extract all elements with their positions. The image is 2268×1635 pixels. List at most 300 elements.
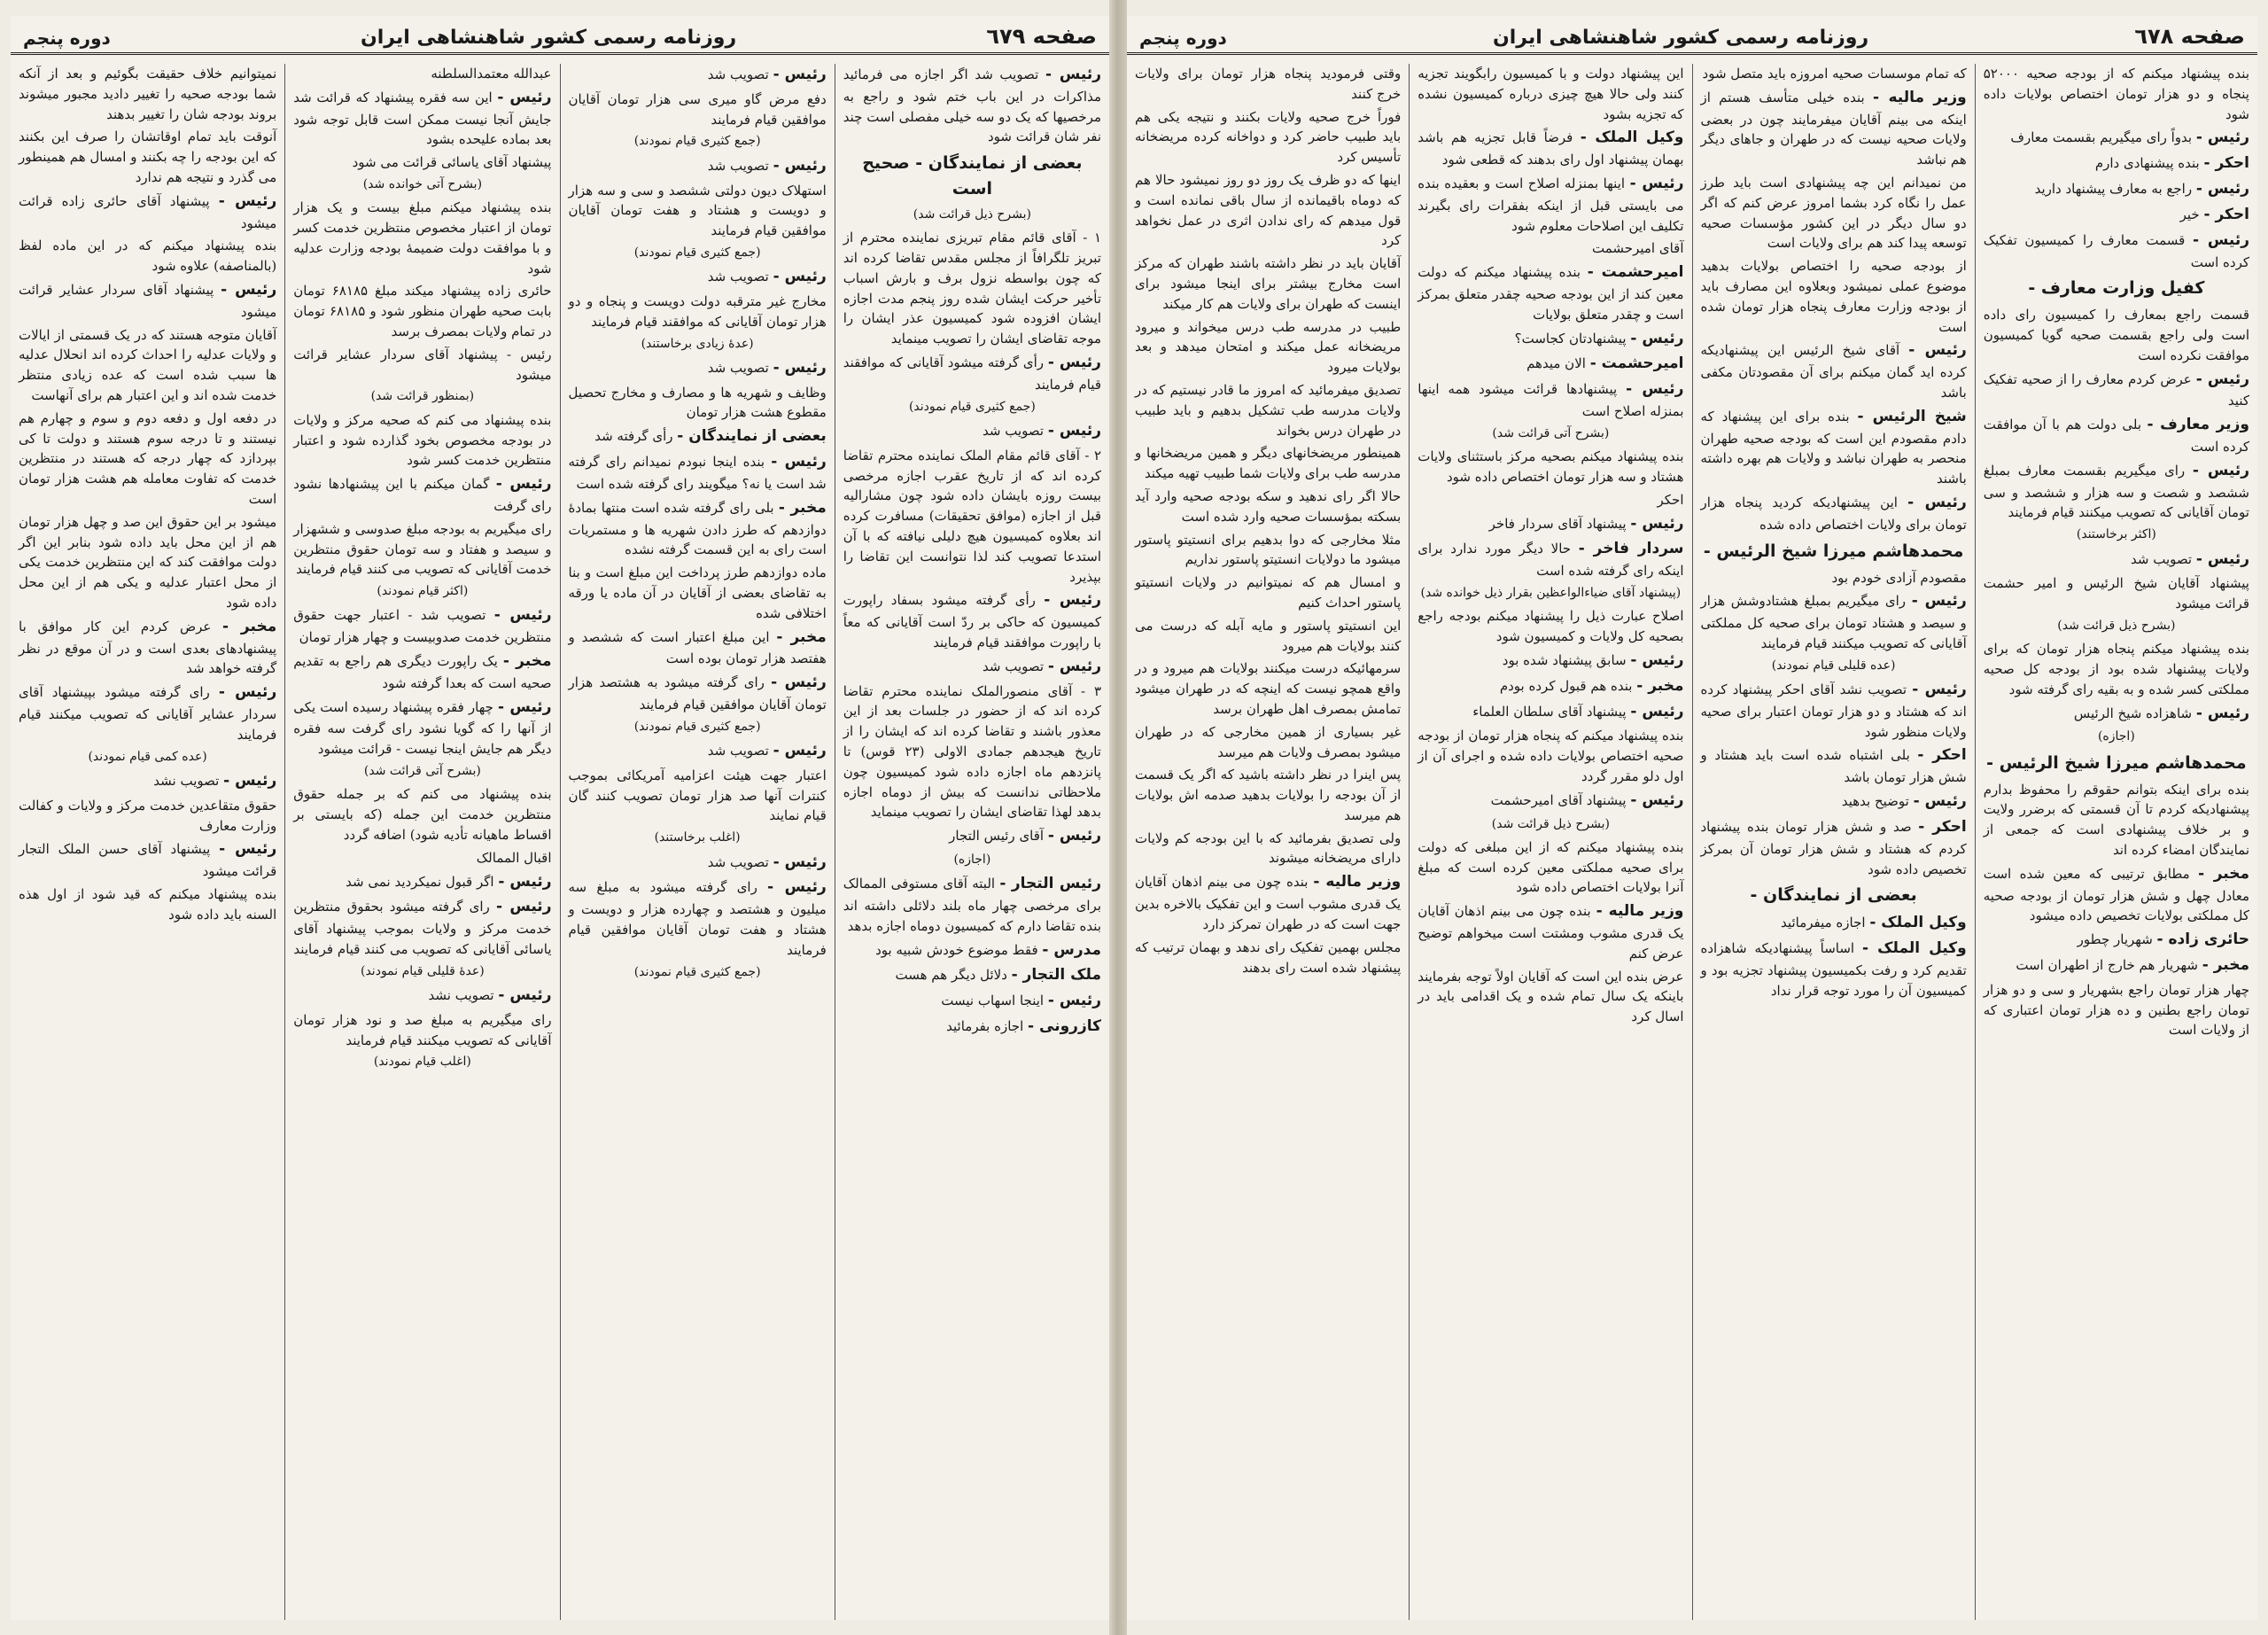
paragraph-text: این پیشنهاد دولت و با کمیسیون رابگویند تجزیه کنند ولی حالا هیچ چیزی درباره کمیسیون نشده که تجزیه بشود xyxy=(1418,66,1684,122)
transcript-paragraph xyxy=(19,236,276,276)
transcript-paragraph xyxy=(1418,900,1683,963)
left-page xyxy=(11,16,1109,1620)
procedural-note: (عده قلیلی قیام نمودند) xyxy=(1771,658,1896,673)
paragraph-text: رای گرفته میشود به مبلغ سه میلیون و هشتصد و چهارده هزار و دویست و هشتاد و هفت تومان آقایان موافقین قیام فرمایند xyxy=(568,879,827,958)
transcript-paragraph xyxy=(1418,675,1683,698)
transcript-paragraph xyxy=(1984,780,2249,860)
text-column xyxy=(1127,64,1409,1620)
paragraph-text: مجلس بهمین تفکیک رای ندهد و بهمان ترتیب که پیشنهاد شده است رای بدهند xyxy=(1135,938,1402,976)
right-page-number: صفحه ٦٧٨ xyxy=(2134,24,2245,49)
transcript-paragraph xyxy=(569,497,827,560)
paragraph-text: همینطور مریضخانهای دیگر و همین مریضخانها و مدرسه طب برای ولایات شما طبیب تهیه میکند xyxy=(1135,445,1402,482)
transcript-paragraph xyxy=(1984,929,2249,952)
text-column xyxy=(1409,64,1691,1620)
transcript-paragraph xyxy=(293,281,551,341)
transcript-paragraph xyxy=(569,451,827,494)
speaker-name: رئیس - xyxy=(495,475,552,494)
paragraph-text: توضیح بدهید xyxy=(1841,793,1909,810)
paragraph-text: احکر xyxy=(1657,491,1684,508)
transcript-paragraph xyxy=(569,383,827,424)
transcript-paragraph xyxy=(1418,64,1683,124)
speaker-name: رئیس - xyxy=(1047,354,1101,372)
transcript-paragraph xyxy=(569,181,827,241)
paragraph-text: رای گرفته میشود بحقوق منتظرین خدمت مرکز و ولایات بموجب پیشنهاد آقای یاسائی آقایانی که تصویب می کنند قیام فرمایند xyxy=(293,899,552,957)
paragraph-text: تصویب نشد آقای احکر پیشنهاد کرده اند که هشتاد و دو هزار تومان اعتبار برای صحیه ولایات منظور شود xyxy=(1700,681,1967,740)
paragraph-text: وقتی فرمودید پنجاه هزار تومان برای ولایات خرج کنند xyxy=(1135,66,1402,102)
transcript-paragraph xyxy=(19,409,276,510)
transcript-paragraph xyxy=(1701,790,1967,814)
paragraph-text: تصویب شد xyxy=(707,359,769,376)
transcript-paragraph xyxy=(19,681,276,744)
transcript-paragraph xyxy=(1418,967,1683,1027)
procedural-note: (اکثر برخاستند) xyxy=(2076,527,2156,542)
transcript-paragraph xyxy=(19,64,276,124)
paragraph-text: رای میگیریم بمبلغ هشتادوشش هزار و سیصد و هشتاد تومان برای صحیه کل مملکتی آقایانی که تصویب میکنند قیام فرمایند xyxy=(1700,593,1967,651)
paragraph-text: بلی اشتباه شده است باید هشتاد و شش هزار تومان باشد xyxy=(1700,747,1967,786)
speaker-name: رئیس - xyxy=(771,673,827,692)
transcript-paragraph xyxy=(1984,178,2249,201)
transcript-paragraph xyxy=(569,90,827,130)
paragraph-text: بلی دولت هم با آن موافقت کرده است xyxy=(1983,417,2249,455)
speaker-name: وزیر مالیه - xyxy=(1596,902,1684,921)
paragraph-text: راجع به معارف پیشنهاد دارید xyxy=(2034,181,2193,198)
transcript-paragraph xyxy=(1418,127,1683,170)
transcript-paragraph xyxy=(1984,460,2249,523)
transcript-paragraph xyxy=(1701,912,1967,935)
transcript-paragraph xyxy=(1701,406,1967,489)
procedural-note: (عدهٔ زیادی برخاستند) xyxy=(641,336,754,351)
transcript-paragraph xyxy=(1135,64,1401,105)
paragraph-text: تصدیق میفرمائید که امروز ما قادر نیستیم که در ولایات مدرسه طب تشکیل بدهیم و باید طبیب در طهران درس بخواند xyxy=(1135,381,1402,439)
speaker-name: احکر - xyxy=(1918,817,1967,836)
speaker-subhead: کفیل وزارت معارف - xyxy=(2028,278,2205,299)
speaker-name: وکیل الملک - xyxy=(1862,939,1967,958)
transcript-paragraph xyxy=(19,616,276,679)
transcript-paragraph xyxy=(1984,127,2249,150)
speaker-name: مخبر - xyxy=(502,652,552,671)
paragraph-text: آقایان متوجه هستند که در یک قسمتی از ایالات و ولایات عدلیه را احداث کرده اند انحلال عدلیه ها سبب شده است که عده زیادی منتظر خدمت شده اند و این اعتبار هم برای آنهاست xyxy=(19,326,277,404)
transcript-paragraph xyxy=(293,410,551,471)
transcript-paragraph xyxy=(1418,606,1683,647)
speaker-name: رئیس - xyxy=(773,853,827,871)
paragraph-text: پیشنهاد آقایان شیخ الرئیس و امیر حشمت قرائت میشود xyxy=(1983,575,2249,612)
transcript-paragraph xyxy=(1135,722,1401,763)
transcript-paragraph xyxy=(293,473,551,517)
speaker-name: رئیس - xyxy=(1047,992,1101,1010)
speaker-name: سردار فاخر - xyxy=(1578,540,1684,558)
procedural-note: (اغلب قیام نمودند) xyxy=(373,1055,471,1070)
transcript-paragraph xyxy=(569,292,827,332)
transcript-paragraph xyxy=(569,425,827,448)
transcript-paragraph xyxy=(293,848,551,868)
transcript-paragraph xyxy=(293,697,551,759)
paragraph-text: بنده پیشنهاد میکنم که قید شود از اول هذه السنه باید داده شود xyxy=(19,885,277,923)
speaker-name: رئیس - xyxy=(498,697,552,716)
speaker-name: رئیس - xyxy=(1913,792,1967,811)
transcript-paragraph xyxy=(1701,64,1967,84)
speaker-name: وکیل الملک - xyxy=(1869,914,1967,932)
transcript-paragraph xyxy=(569,155,827,178)
transcript-paragraph xyxy=(1418,328,1683,351)
procedural-note: (بشرح ذیل قرائت شد) xyxy=(1491,816,1610,831)
transcript-paragraph xyxy=(1984,414,2249,457)
transcript-paragraph xyxy=(1135,871,1401,934)
transcript-paragraph xyxy=(293,198,551,278)
left-page-title: روزنامه رسمی کشور شاهنشاهی ایران xyxy=(360,27,737,49)
paragraph-text: اجازه میفرمائید xyxy=(1781,915,1866,931)
paragraph-text: تصویب شد xyxy=(707,66,769,82)
transcript-paragraph xyxy=(1984,230,2249,273)
paragraph-text: بنده پیشنهاد میکنم که دولت معین کند از این بودجه صحیه چقدر متعلق بمرکز است و چقدر متعلق بولایات xyxy=(1418,264,1684,323)
paragraph-text: طبیب در مدرسه طب درس میخواند و میرود مریضخانه عمل میکند و امتحان میدهد و بعد بولایات میرود xyxy=(1135,318,1402,376)
paragraph-text: فوراً خرج صحیه ولایات بکنند و نتیجه یکی هم باید طبیب حاضر کرد و دواخانه کرده مریضخانه تأسیس کرد xyxy=(1135,108,1402,166)
paragraph-text: اصلاح عبارت ذیل را پیشنهاد میکنم بودجه راجع بصحیه کل ولایات و کمیسیون شود xyxy=(1418,608,1684,645)
speaker-name: وزیر معارف - xyxy=(2147,416,2249,434)
speaker-name: رئیس - xyxy=(1047,657,1101,675)
transcript-paragraph xyxy=(1418,353,1683,376)
procedural-note: (جمع کثیری قیام نمودند) xyxy=(633,719,761,734)
speaker-name: رئیس - xyxy=(221,281,277,299)
speaker-name: رئیس - xyxy=(773,742,827,760)
text-column xyxy=(284,64,559,1620)
transcript-paragraph xyxy=(293,87,551,150)
right-page-columns xyxy=(1127,64,2257,1620)
right-page xyxy=(1127,16,2257,1620)
speaker-name: رئیس - xyxy=(1630,790,1684,809)
transcript-paragraph xyxy=(293,604,551,648)
speaker-name: رئیس - xyxy=(767,878,827,897)
paragraph-text: پیشنهاد آقای امیرحشمت xyxy=(1490,791,1627,808)
transcript-paragraph xyxy=(843,1016,1101,1039)
speaker-name: رئیس - xyxy=(223,771,277,790)
paragraph-text: بنده برای اینکه بتوانم حقوقم را محفوظ بدارم پیشنهادیکه کردم تا آن قسمتی که برضرر ولایت و بر خلاف پیشنهادی است که جمعی از نمایندگان امضاء کرده اند xyxy=(1983,781,2249,858)
speaker-name: رئیس - xyxy=(1630,329,1684,347)
paragraph-text: اینجا اسهاب نیست xyxy=(941,993,1045,1009)
paragraph-text: من نمیدانم این چه پیشنهادی است باید طرز عمل را نگاه کرد بشما امروز عرض کنم که اگر دو سال دیگر در این کشور مؤسسات صحیه توسعه پیدا کند هم برای ولایات است xyxy=(1700,175,1967,252)
paragraph-text: تصویب نشد xyxy=(153,772,220,789)
procedural-note: (بشرح ذیل قرائت شد) xyxy=(2057,618,2176,633)
paragraph-text: اعتبار جهت هیئت اعزامیه آمریکائی بموجب کنترات آنها صد هزار تومان تصویب کنند گان قیام نمایند xyxy=(568,767,827,824)
transcript-paragraph xyxy=(293,784,551,845)
transcript-paragraph xyxy=(293,896,551,959)
transcript-paragraph xyxy=(1135,170,1401,251)
paragraph-text: تصویب شد xyxy=(707,269,769,285)
paragraph-text: وظایف و شهریه ها و مصارف و مخارج تحصیل مقطوع هشت هزار تومان xyxy=(568,384,827,421)
transcript-paragraph xyxy=(19,512,276,613)
transcript-paragraph xyxy=(1418,790,1683,813)
transcript-paragraph xyxy=(843,228,1101,349)
speaker-name: کازرونی - xyxy=(1028,1017,1101,1036)
speaker-name: رئیس - xyxy=(771,453,827,471)
procedural-note: (بشرح آتی قرائت شد) xyxy=(1492,425,1610,440)
transcript-paragraph xyxy=(843,352,1101,395)
transcript-paragraph xyxy=(1418,490,1683,510)
paragraph-text: تصویب شد xyxy=(983,658,1045,674)
transcript-paragraph xyxy=(1135,253,1401,314)
text-column xyxy=(11,64,284,1620)
paragraph-text: این سه فقره پیشنهاد که قرائت شد جایش آنجا نیست ممکن است قابل توجه شود بعد بماده علیحده بشود xyxy=(293,89,552,148)
paragraph-text: بلی رای گرفته شده است منتها بمادهٔ دوازدهم که طرز دادن شهریه ها و مستمریات است رای به این قسمت گرفته نشده xyxy=(568,499,827,558)
speaker-name: رئیس - xyxy=(1908,341,1967,360)
speaker-name: مخبر - xyxy=(778,498,827,517)
paragraph-text: اقبال الممالک xyxy=(476,849,552,866)
transcript-paragraph xyxy=(1984,954,2249,977)
speaker-name: رئیس - xyxy=(2192,461,2249,479)
paragraph-text: عرض کردم معارف را از صحیه تفکیک کنید xyxy=(1983,370,2249,409)
transcript-paragraph xyxy=(1418,447,1683,487)
transcript-paragraph xyxy=(293,871,551,894)
transcript-paragraph xyxy=(1418,726,1683,786)
paragraph-text: شهریار هم خارج از اطهران است xyxy=(2016,957,2198,974)
paragraph-text: گمان میکنم با این پیشنهادها نشود رای گرفت xyxy=(293,476,552,514)
transcript-paragraph xyxy=(19,838,276,882)
paragraph-text: این مبلغ اعتبار است که ششصد و هفتصد هزار تومان بوده است xyxy=(568,628,827,667)
paragraph-text: تصویب شد xyxy=(2131,550,2193,567)
paragraph-text: چهار هزار تومان راجع بشهریار و سی و دو هزار تومان راجع بطنین و ده هزار تومان اعتباری که از ولایات است xyxy=(1983,981,2249,1039)
paragraph-text: قسمت راجع بمعارف را کمیسیون رای داده است ولی راجع بقسمت صحیه گویا کمیسیون موافقت نکرده است xyxy=(1983,307,2249,363)
transcript-paragraph xyxy=(19,127,276,187)
paragraph-text: قسمت معارف را کمیسیون تفکیک کرده است xyxy=(1983,231,2249,270)
speaker-name: احکر - xyxy=(2203,154,2249,173)
right-page-header xyxy=(1127,16,2257,55)
right-page-title: روزنامه رسمی کشور شاهنشاهی ایران xyxy=(1492,27,1869,49)
procedural-note: (عدهٔ قلیلی قیام نمودند) xyxy=(361,963,485,978)
transcript-paragraph xyxy=(1418,650,1683,673)
transcript-paragraph xyxy=(1701,590,1967,653)
speaker-name: مخبر - xyxy=(776,627,827,646)
paragraph-text: آقایان باید در نظر داشته باشند طهران که مرکز است مخارج بیشتر برای اینجا میشود برای اینست که طهران برای ولایات هم کار میکند xyxy=(1135,255,1402,312)
speaker-name: رئیس - xyxy=(1629,175,1684,193)
transcript-paragraph xyxy=(1418,238,1683,259)
speaker-name: رئیس - xyxy=(1044,591,1101,610)
paragraph-text: دفع مرض گاو میری سی هزار تومان آقایان موافقین قیام فرمایند xyxy=(568,90,827,128)
paragraph-text: حائری زاده پیشنهاد میکند مبلغ ۶۸۱۸۵ تومان بابت صحیه طهران منظور شود و ۶۸۱۸۵ تومان در تمام ولایات بمصرف برسد xyxy=(293,283,552,340)
paragraph-text: بنده چون می بینم اذهان آقایان یک قدری مشوب ومشتت است میخواهم توضیح عرض کنم xyxy=(1418,903,1684,962)
speaker-name: رئیس - xyxy=(773,66,827,83)
paragraph-text: ولی تصدیق بفرمائید که با این بودجه کم ولایات دارای مریضخانه میشوند xyxy=(1135,829,1402,867)
paragraph-text: بنده خیلی متأسف هستم از اینکه می بینم آقایان میفرمایند چون در بعضی ولایات صحیه نیست که در طهران و جاهای دیگر هم نباشد xyxy=(1700,89,1967,168)
speaker-name: مخبر - xyxy=(2202,956,2249,975)
transcript-paragraph xyxy=(1418,701,1683,724)
speaker-name: وکیل الملک - xyxy=(1580,128,1684,147)
transcript-paragraph xyxy=(1701,256,1967,337)
transcript-paragraph xyxy=(843,589,1101,652)
transcript-paragraph xyxy=(293,1010,551,1051)
paragraph-text: شهریار چطور xyxy=(2077,931,2153,948)
transcript-paragraph xyxy=(1984,549,2249,572)
right-page-period: دوره پنجم xyxy=(1139,27,1227,49)
paragraph-text: حالا دیگر مورد ندارد برای اینکه رای گرفته شده است xyxy=(1418,541,1684,580)
paragraph-text: مقصودم آزادی خودم بود xyxy=(1831,569,1967,586)
paragraph-text: رای میگیریم بقسمت معارف بمبلغ ششصد و شصت و سه هزار و ششصد و سی تومان آقایانی که تصویب میکنند قیام فرمایند xyxy=(1983,462,2249,521)
procedural-note: (جمع کثیری قیام نمودند) xyxy=(908,399,1036,414)
paragraph-text: بنده پیشنهاد میکنم که در این ماده لفظ (بالمناصفه) علاوه شود xyxy=(19,237,277,275)
transcript-paragraph xyxy=(1135,938,1401,978)
transcript-paragraph xyxy=(569,563,827,623)
paragraph-text: رأی گرفته میشود آقایانی که موافقند قیام فرمایند xyxy=(843,354,1101,393)
procedural-note: (عده کمی قیام نمودند) xyxy=(88,749,207,764)
speaker-subhead: بعضی از نمایندگان - xyxy=(1750,885,1917,906)
transcript-paragraph xyxy=(569,672,827,715)
paragraph-text: الان میدهم xyxy=(1526,355,1586,372)
transcript-paragraph xyxy=(1418,513,1683,536)
transcript-paragraph xyxy=(843,873,1101,936)
transcript-paragraph xyxy=(1701,744,1967,788)
paragraph-text: بدواً رای میگیریم بقسمت معارف xyxy=(2010,129,2193,146)
transcript-paragraph xyxy=(1135,487,1401,527)
paragraph-text: از بودجه صحیه را اختصاص بولایات بدهید موضوع عملی نمیشود وبعلاوه این مصارف باید از بودجه وزارت معارف پنجاه هزار تومان شده است xyxy=(1700,258,1967,335)
transcript-paragraph xyxy=(843,939,1101,962)
transcript-paragraph xyxy=(1984,305,2249,365)
paragraph-text: پیشنهاد آقای حائری زاده قرائت میشود xyxy=(19,192,277,231)
paragraph-text: پیشنهادها قرائت میشود همه اینها بمنزله اصلاح است xyxy=(1418,381,1684,420)
transcript-paragraph xyxy=(1984,863,2249,926)
procedural-note: (جمع کثیری قیام نمودند) xyxy=(633,964,761,979)
transcript-paragraph xyxy=(569,766,827,826)
speaker-name: رئیس - xyxy=(1047,421,1101,440)
speaker-name: رئیس - xyxy=(1907,494,1967,512)
paragraph-text: دلائل دیگر هم هست xyxy=(895,967,1007,984)
paragraph-text: مخارج غیر مترقبه دولت دویست و پنجاه و دو هزار تومان آقایانی که موافقند قیام فرمایند xyxy=(568,293,827,330)
transcript-paragraph xyxy=(1135,443,1401,484)
paragraph-text: بنده پیشنهاد میکنم که از بودجه صحیه ۵۲۰۰۰ پنجاه و دو هزار تومان اختصاص بولایات داده شود xyxy=(1983,66,2249,122)
procedural-note: (بشرح ذیل قرائت شد) xyxy=(913,206,1031,222)
paragraph-text: ۳ - آقای منصورالملک نماینده محترم تقاضا کرده اند که از حضور در جلسات بعد از این معذور باشند و تقاضا کرده اند که ایشان را از تاریخ هیجدهم جمادی الاولی (۲۳ قوس) تا پانزدهم ماه اجازه داده شود کمیسیون چون ملاحظاتی ندانست که بیش از دوماه اجازه بدهد لهذا تقاضای ایشان را تصویب مینماید xyxy=(843,682,1101,821)
paragraph-text: پیشنهاد آقای سلطان العلماء xyxy=(1472,703,1627,720)
speaker-name: شیخ الرئیس - xyxy=(1857,407,1967,425)
speaker-name: مخبر - xyxy=(222,617,277,635)
paragraph-text: مثلا مخارجی که دوا بدهیم برای انستیتو پاستور میشود ما دولایات انستیتو پاستور نداریم xyxy=(1135,531,1402,568)
procedural-note: (بمنظور قرائت شد) xyxy=(370,389,475,404)
speaker-name: رئیس - xyxy=(497,88,552,106)
transcript-paragraph xyxy=(1135,658,1401,719)
paragraph-text: تصویب شد xyxy=(707,743,769,759)
speaker-name: ملک التجار - xyxy=(1011,966,1101,985)
speaker-name: رئیس - xyxy=(2195,128,2249,147)
transcript-paragraph xyxy=(1984,980,2249,1040)
paragraph-text: بنده پیشنهاد میکنم بصحیه مرکز باستثنای ولایات هشتاد و سه هزار تومان اختصاص داده شود xyxy=(1418,448,1684,485)
transcript-paragraph xyxy=(1701,87,1967,170)
speaker-name: مدرس - xyxy=(1042,940,1101,959)
transcript-paragraph xyxy=(1701,816,1967,879)
transcript-paragraph xyxy=(293,650,551,694)
paragraph-text: فرضاً قابل تجزیه هم باشد بهمان پیشنهاد اول رای بدهند که قطعی شود xyxy=(1418,129,1684,168)
transcript-paragraph xyxy=(1418,378,1683,422)
transcript-paragraph xyxy=(19,770,276,793)
paragraph-text: پیشنهاد آقای حسن الملک التجار قرائت میشود xyxy=(19,841,277,880)
speaker-name: رئیس - xyxy=(495,898,552,916)
paragraph-text: رأی گرفته شد xyxy=(594,428,673,445)
paragraph-text: تصویب شد اگر اجازه می فرمائید مذاکرات در این باب ختم شود و راجع به مرخصیها که یک دو سه خیلی مفصلی است چند نفر شان قرائت شود xyxy=(843,66,1101,145)
transcript-paragraph xyxy=(1984,64,2249,124)
transcript-paragraph xyxy=(1984,639,2249,699)
left-page-header xyxy=(11,16,1109,55)
paragraph-text: بنده چون می بینم اذهان آقایان یک قدری مشوب است و این تفکیک بالاخره بدین جهت است که در طهران تمرکز دارد xyxy=(1135,874,1402,932)
transcript-paragraph xyxy=(1418,837,1683,898)
paragraph-text: خیر xyxy=(2179,206,2200,222)
transcript-paragraph xyxy=(569,64,827,87)
transcript-paragraph xyxy=(1701,679,1967,742)
transcript-paragraph xyxy=(569,876,827,960)
transcript-paragraph xyxy=(19,191,276,234)
speaker-name: رئیس - xyxy=(1911,592,1967,611)
paragraph-text: حالا اگر رای ندهید و سکه بودجه صحیه وارد آید بسکته بمؤسسات صحیه وارد شده است xyxy=(1135,487,1402,525)
paragraph-text: میشود بر این حقوق این صد و چهل هزار تومان هم از این محل باید داده شود بنابر این اگر دولت موافقت کند که این منتظرین خدمت یکی از محل اعتبار عدلیه و یکی هم از این محل داده شود xyxy=(19,513,277,611)
speaker-name: رئیس - xyxy=(493,606,552,625)
text-column xyxy=(1975,64,2257,1620)
speaker-name: رئیس - xyxy=(218,683,277,702)
transcript-paragraph xyxy=(293,519,551,580)
transcript-paragraph xyxy=(1418,173,1683,236)
paragraph-text: عرض بنده این است که آقایان اولاً توجه بفرمایند باینکه یک سال تمام شده و یک اقدامی باید در اسال کرد xyxy=(1418,968,1684,1025)
paragraph-text: آقای رئیس التجار xyxy=(949,828,1045,845)
procedural-note: (جمع کثیری قیام نمودند) xyxy=(633,245,761,260)
paragraph-text: شاهزاده شیخ الرئیس xyxy=(2073,705,2193,721)
speaker-name: بعضی از نمایندگان - xyxy=(677,427,827,446)
procedural-note: (جمع کثیری قیام نمودند) xyxy=(633,134,761,149)
speaker-name: رئیس - xyxy=(219,840,277,859)
paragraph-text: پیشنهاد آقای سردار فاخر xyxy=(1488,515,1627,532)
paragraph-text: رای گرفته میشود بپیشنهاد آقای سردار عشایر آقایانی که تصویب میکنند قیام فرمایند xyxy=(19,684,277,743)
paragraph-text: اگر قبول نمیکردید نمی شد xyxy=(346,873,494,890)
left-page-number: صفحه ٦٧٩ xyxy=(986,24,1097,49)
speaker-name: رئیس التجار - xyxy=(999,875,1101,893)
transcript-paragraph xyxy=(19,325,276,406)
transcript-paragraph xyxy=(569,357,827,380)
transcript-paragraph xyxy=(569,740,827,763)
speaker-subhead: بعضی از نمایندگان - صحیح است xyxy=(862,153,1083,199)
paragraph-text: بنده پیشنهاد می کنم که بر جمله حقوق منتظرین خدمت این جمله (که بایستی بر اقساط ماهیانه تأدیه شود) اضافه گردد xyxy=(293,786,552,843)
paragraph-text: بنده برای این پیشنهاد که دادم مقصودم این است که بودجه صحیه طهران منحصر به طهران نباشد و ولایات هم بهره داشته باشند xyxy=(1700,408,1967,487)
speaker-name: رئیس - xyxy=(2195,370,2249,388)
transcript-paragraph xyxy=(843,64,1101,147)
speaker-name: امیرحشمت - xyxy=(1587,263,1684,282)
transcript-paragraph xyxy=(1135,616,1401,657)
paragraph-text: ماده دوازدهم طرز پرداخت این مبلغ است و بنا به تقاضای بعضی از آقایان در آن ماده یا ورقه اختلافی شده xyxy=(568,564,827,621)
speaker-name: احکر - xyxy=(2203,205,2249,223)
speaker-name: حائری زاده - xyxy=(2156,930,2249,949)
speaker-name: امیرحشمت - xyxy=(1589,354,1684,373)
transcript-paragraph xyxy=(1135,317,1401,378)
paragraph-text: این انستیتو پاستور و مایه آبله که درست می کنند بولایات هم میرود xyxy=(1135,617,1402,654)
paragraph-text: آقای شیخ الرئیس این پیشنهادیکه کرده اید گمان میکنم برای آن مقصودتان مکفی باشد xyxy=(1700,342,1967,401)
transcript-paragraph xyxy=(1701,568,1967,588)
paragraph-text: بنده پیشنهاد میکنم پنجاه هزار تومان که برای ولایات پیشنهاد شده بود از بودجه کل صحیه مملکتی کسر شده و به بقیه رای گرفته شود xyxy=(1983,641,2249,697)
paragraph-text: بنده پیشنهاد میکنم که پنجاه هزار تومان از بودجه صحیه اختصاص بولایات داده شده و اجرای آن از اول دلو مقرر گردد xyxy=(1418,728,1684,784)
paragraph-text: حقوق متقاعدین خدمت مرکز و ولایات و کفالت وزارت معارف xyxy=(19,797,277,834)
paragraph-text: این پیشنهادیکه کردید پنجاه هزار تومان برای ولایات اختصاص داده شده xyxy=(1700,494,1967,533)
speaker-name: رئیس - xyxy=(1630,650,1684,669)
speaker-name: رئیس - xyxy=(2195,549,2249,568)
paragraph-text: رأی گرفته میشود بسفاد راپورت کمیسیون که حاکی بر ردّ است آقایانی که معاً با راپورت موافقند قیام فرمایند xyxy=(843,592,1101,650)
paragraph-text: بنده هم قبول کرده بودم xyxy=(1499,677,1633,694)
transcript-paragraph xyxy=(843,420,1101,443)
transcript-paragraph xyxy=(1418,261,1683,324)
transcript-paragraph xyxy=(1135,765,1401,825)
paragraph-text: بنده پیشنهاد میکنم مبلغ بیست و یک هزار تومان از اعتبار مخصوص منتظرین خدمت کسر و با موافقت دولت ضمیمهٔ بودجه وزارت عدلیه شود xyxy=(293,199,552,276)
speaker-name: رئیس - xyxy=(498,986,552,1005)
speaker-name: رئیس - xyxy=(2195,180,2249,199)
transcript-paragraph xyxy=(843,825,1101,848)
page-gutter xyxy=(1109,0,1127,1635)
paragraph-text: رای میگیریم به مبلغ صد و نود هزار تومان آقایانی که تصویب میکنند قیام فرمایند xyxy=(293,1011,552,1048)
speaker-name: رئیس - xyxy=(218,191,277,210)
speaker-name: رئیس - xyxy=(1047,827,1101,845)
transcript-paragraph xyxy=(1701,173,1967,253)
procedural-note: (اجازه) xyxy=(2097,729,2135,744)
paragraph-text: غیر بسیاری از همین مخارجی که در طهران میشود بمصرف ولایات هم میرسد xyxy=(1135,723,1402,760)
paragraph-text: رئیس - پیشنهاد آقای سردار عشایر قرائت میشود xyxy=(293,346,552,383)
